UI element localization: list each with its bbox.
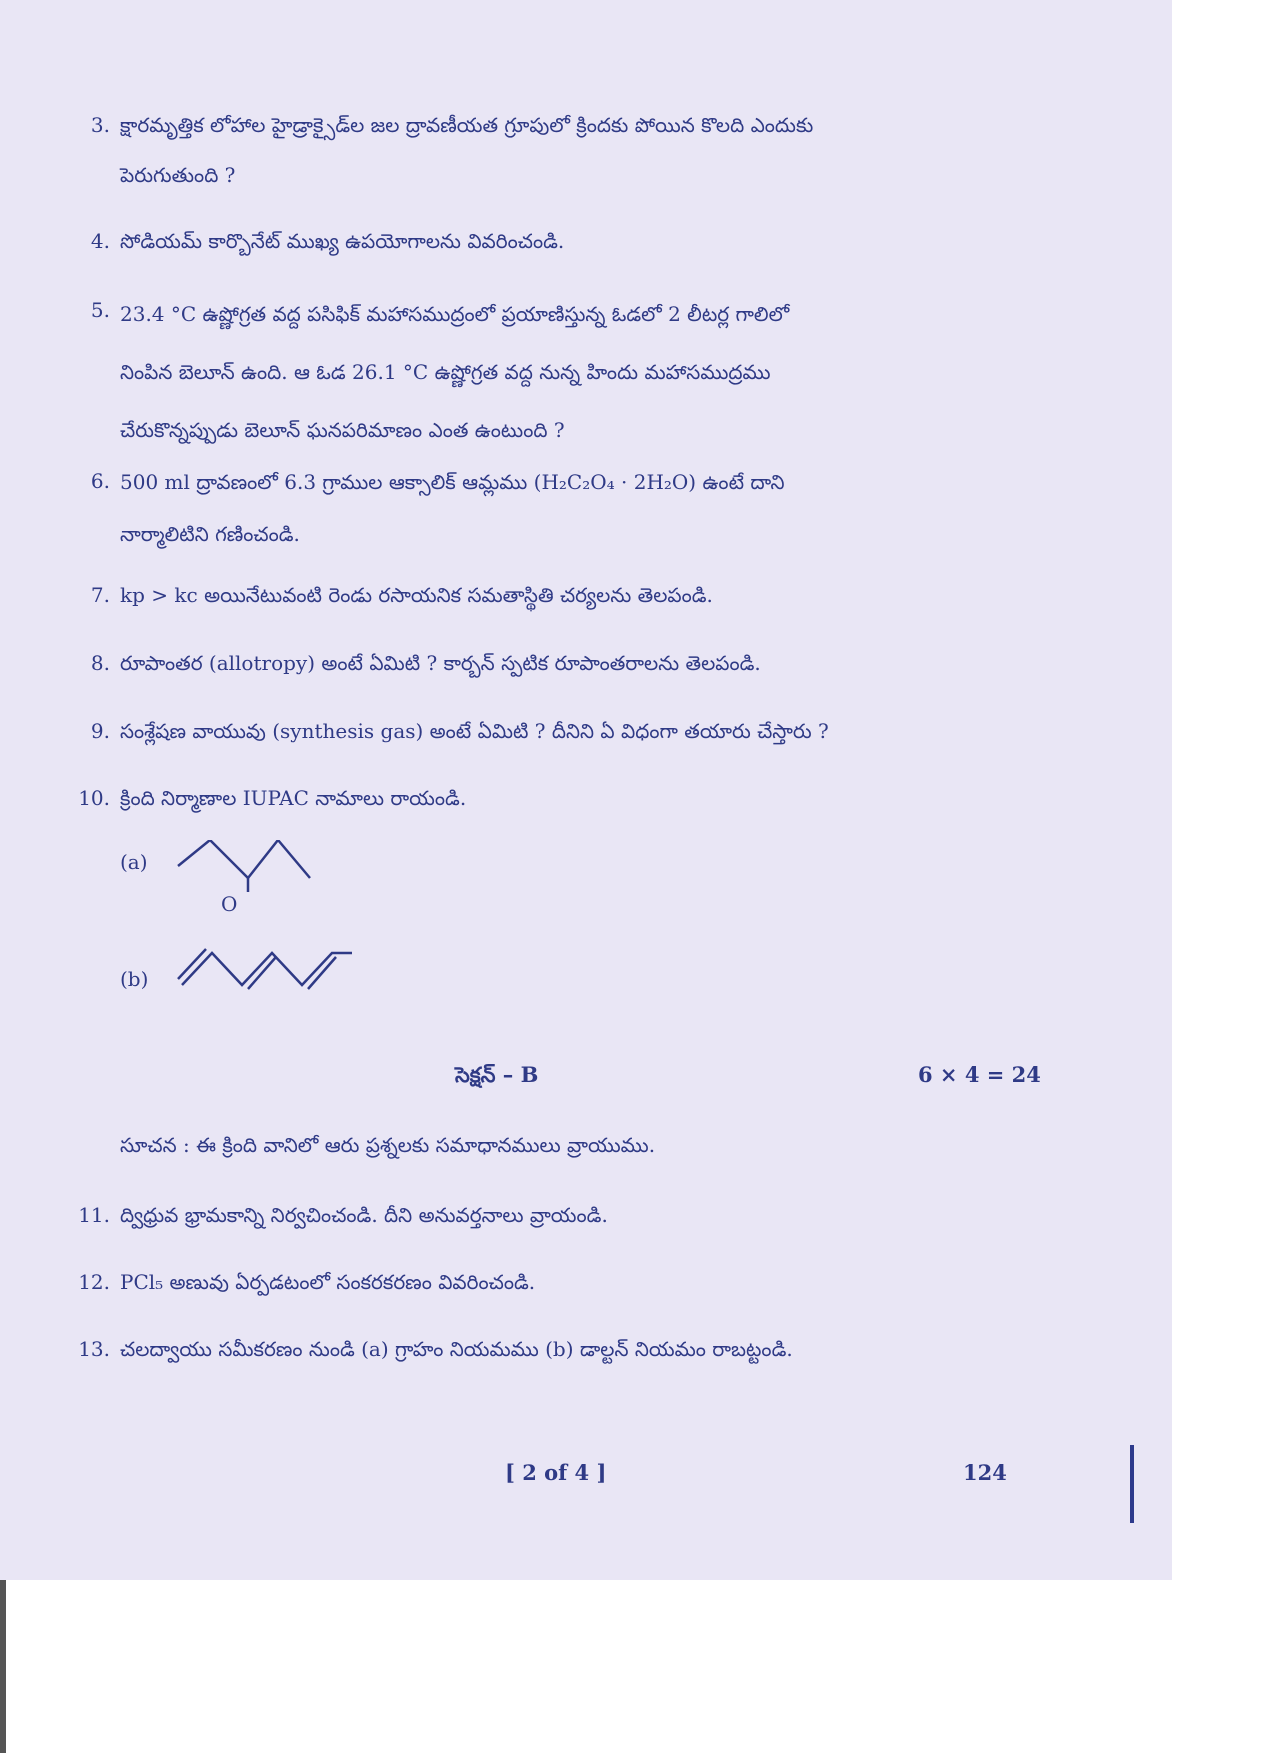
question-text-line: రూపాంతర (allotropy) అంటే ఏమిటి ? కార్బన్ స్పటిక రూపాంతరాలను తెలపండి. — [120, 651, 761, 675]
structure-label: (b) — [120, 967, 149, 991]
question-text-line: ద్విధ్రువ భ్రామకాన్ని నిర్వచించండి. దీని అనువర్తనాలు వ్రాయండి. — [120, 1203, 608, 1227]
alkene-skeletal-formula — [120, 945, 370, 1005]
section-marks: 6 × 4 = 24 — [918, 1062, 1041, 1087]
question-number: 11. — [78, 1203, 110, 1227]
question-number: 6. — [90, 469, 110, 493]
question-number: 5. — [90, 298, 110, 322]
question-number: 12. — [78, 1270, 110, 1294]
question-number: 4. — [90, 229, 110, 253]
ketone-skeletal-formula — [120, 840, 320, 930]
question-text-line: చలద్వాయు సమీకరణం నుండి (a) గ్రాహం నియమము (b) డాల్టన్ నియమం రాబట్టండి. — [120, 1337, 793, 1361]
oxygen-atom-label: O — [221, 892, 238, 916]
question-text-line: క్రింది నిర్మాణాల IUPAC నామాలు రాయండి. — [120, 786, 467, 810]
question-number: 3. — [90, 113, 110, 137]
paper-code: 124 — [963, 1460, 1007, 1485]
question-text-line: 23.4 °C ఉష్ణోగ్రత వద్ద పసిఫిక్ మహాసముద్రంలో ప్రయాణిస్తున్న ఓడలో 2 లీటర్ల గాలిలో — [120, 302, 790, 326]
question-number: 8. — [90, 651, 110, 675]
question-text-line: క్షారమృత్తిక లోహాల హైడ్రాక్సైడ్‌ల జల ద్రావణీయత గ్రూపులో క్రిందకు పోయిన కొలది ఎందుకు — [120, 113, 814, 137]
question-text-line: నింపిన బెలూన్ ఉంది. ఆ ఓడ 26.1 °C ఉష్ణోగ్రత వద్ద నున్న హిందు మహాసముద్రము — [120, 360, 771, 384]
page-number: [ 2 of 4 ] — [505, 1460, 607, 1485]
scan-border — [0, 1580, 6, 1753]
margin-pen-mark — [1130, 1445, 1134, 1523]
structure-b — [120, 945, 370, 1005]
section-instruction: సూచన : ఈ క్రింది వానిలో ఆరు ప్రశ్నలకు సమాధానములు వ్రాయుము. — [120, 1133, 656, 1157]
question-text-line: 500 ml ద్రావణంలో 6.3 గ్రాముల ఆక్సాలిక్ ఆమ్లము (H₂C₂O₄ · 2H₂O) ఉంటే దాని — [120, 470, 785, 494]
question-number: 9. — [90, 719, 110, 743]
question-text-line: సంశ్లేషణ వాయువు (synthesis gas) అంటే ఏమిటి ? దీనిని ఏ విధంగా తయారు చేస్తారు ? — [120, 719, 829, 743]
question-text-line: kp > kc అయినేటువంటి రెండు రసాయనిక సమతాస్థితి చర్యలను తెలపండి. — [120, 583, 713, 607]
question-text-line: సోడియమ్ కార్బొనేట్ ముఖ్య ఉపయోగాలను వివరించండి. — [120, 229, 565, 253]
section-title: సెక్షన్ – B — [455, 1062, 539, 1087]
structure-a — [120, 840, 320, 930]
question-number: 10. — [78, 786, 110, 810]
question-number: 7. — [90, 583, 110, 607]
structure-label: (a) — [120, 850, 148, 874]
question-text-line: పెరుగుతుంది ? — [120, 163, 236, 187]
question-text-line: చేరుకొన్నప్పుడు బెలూన్ ఘనపరిమాణం ఎంత ఉంటుంది ? — [120, 418, 565, 442]
question-number: 13. — [78, 1337, 110, 1361]
question-text-line: నార్మాలిటిని గణించండి. — [120, 522, 300, 546]
question-text-line: PCl₅ అణువు ఏర్పడటంలో సంకరకరణం వివరించండి. — [120, 1270, 536, 1294]
